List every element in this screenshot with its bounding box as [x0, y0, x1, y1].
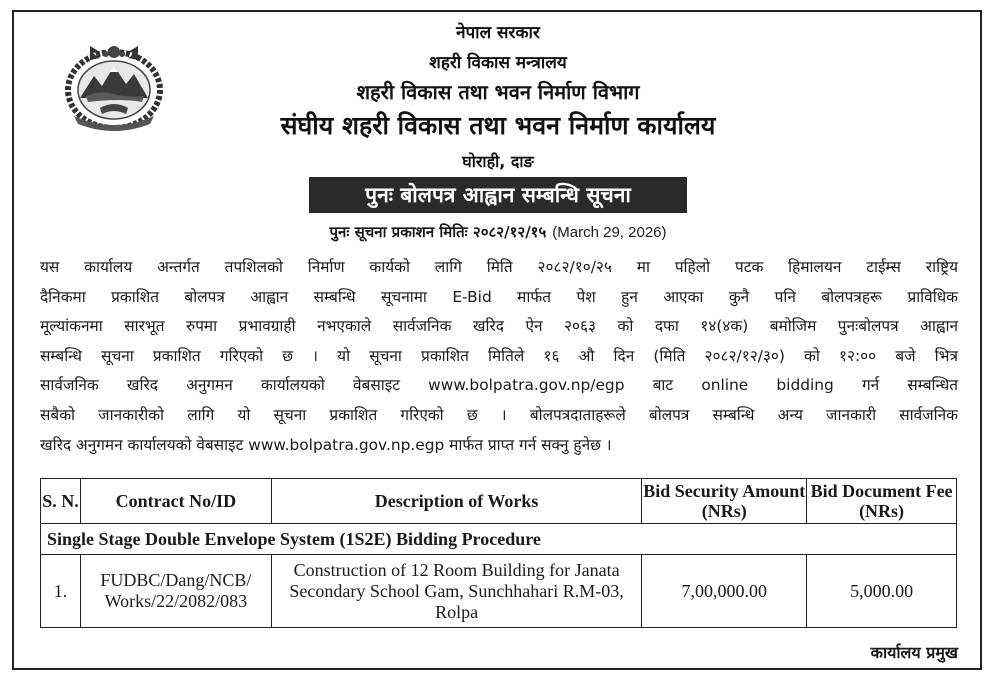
body-line: दैनिकमा प्रकाशित बोलपत्र आह्वान सम्बन्धि सूचनामा E-Bid मार्फत पेश हुन आएका कुनै पनि बोलपत्रहरू प्राविधिक: [40, 287, 958, 306]
cell-contract: FUDBC/Dang/NCB/ Works/22/2082/083: [80, 555, 271, 628]
header-description: Description of Works: [271, 479, 641, 524]
header-government: नेपाल सरकार: [456, 23, 540, 43]
header-contract: Contract No/ID: [80, 479, 271, 524]
body-line: सम्बन्धि सूचना प्रकाशित गरिएको छ । यो सूचना प्रकाशित मितिले १६ औ दिन (मिति २०८२/१२/३०) को १२:०० बजे भित्र: [40, 346, 958, 365]
header-location: घोराही, दाङ: [462, 152, 534, 171]
body-line: सार्वजनिक खरिद अनुगमन कार्यालयको वेबसाइट www.bolpatra.gov.np/egp बाट online bidding गर्न सम्बन्धित: [40, 376, 958, 395]
procedure-label: Single Stage Double Envelope System (1S2E) Bidding Procedure: [41, 524, 957, 555]
header-sn: S. N.: [41, 479, 81, 524]
notice-title-banner: पुनः बोलपत्र आह्वान सम्बन्धि सूचना: [309, 177, 687, 213]
notice-body: [40, 253, 958, 460]
cell-bid-security: 7,00,000.00: [642, 555, 807, 628]
body-line: मूल्यांकनमा सारभूत रुपमा प्रभावग्राही नभएकाले सार्वजनिक खरिद ऐन २०६३ को दफा १४(४क) बमोजिम पुनःबोलपत्र आह्वान: [40, 317, 958, 336]
header-office: संघीय शहरी विकास तथा भवन निर्माण कार्यालय: [280, 111, 716, 140]
table-header-row: [41, 479, 957, 524]
cell-bid-fee: 5,000.00: [807, 555, 957, 628]
cell-description: Construction of 12 Room Building for Janata Secondary School Gam, Sunchhahari R.M-03, Rolpa: [271, 555, 641, 628]
cell-sn: 1.: [41, 555, 81, 628]
header-department: शहरी विकास तथा भवन निर्माण विभाग: [356, 80, 640, 104]
office-chief-signoff: कार्यालय प्रमुख: [870, 643, 958, 662]
procedure-row: [41, 524, 957, 555]
header-bid-fee: Bid Document Fee (NRs): [807, 479, 957, 524]
publication-date: [0, 222, 996, 242]
works-table: [40, 478, 957, 628]
body-line: यस कार्यालय अन्तर्गत तपशिलको निर्माण कार्यको लागि मिति २०८२/१०/२५ मा पहिलो पटक हिमालयन टाईम्स राष्ट्रिय: [40, 258, 958, 276]
header-bid-security: Bid Security Amount (NRs): [642, 479, 807, 524]
body-line: खरिद अनुगमन कार्यालयको वेबसाइट www.bolpatra.gov.np.egp मार्फत प्राप्त गर्न सक्नु हुनेछ ।: [40, 435, 612, 454]
table-row: [41, 555, 957, 628]
body-line: सबैको जानकारीको लागि यो सूचना प्रकाशित गरिएको छ । बोलपत्रदाताहरूले बोलपत्र सम्बन्धि अन्य जानकारी सार्वजनिक: [40, 405, 958, 424]
publication-date-english: (March 29, 2026): [552, 224, 667, 241]
publication-date-label: पुनः सूचना प्रकाशन मितिः २०८२/१२/१५: [329, 223, 547, 241]
header-ministry: शहरी विकास मन्त्रालय: [429, 53, 567, 73]
